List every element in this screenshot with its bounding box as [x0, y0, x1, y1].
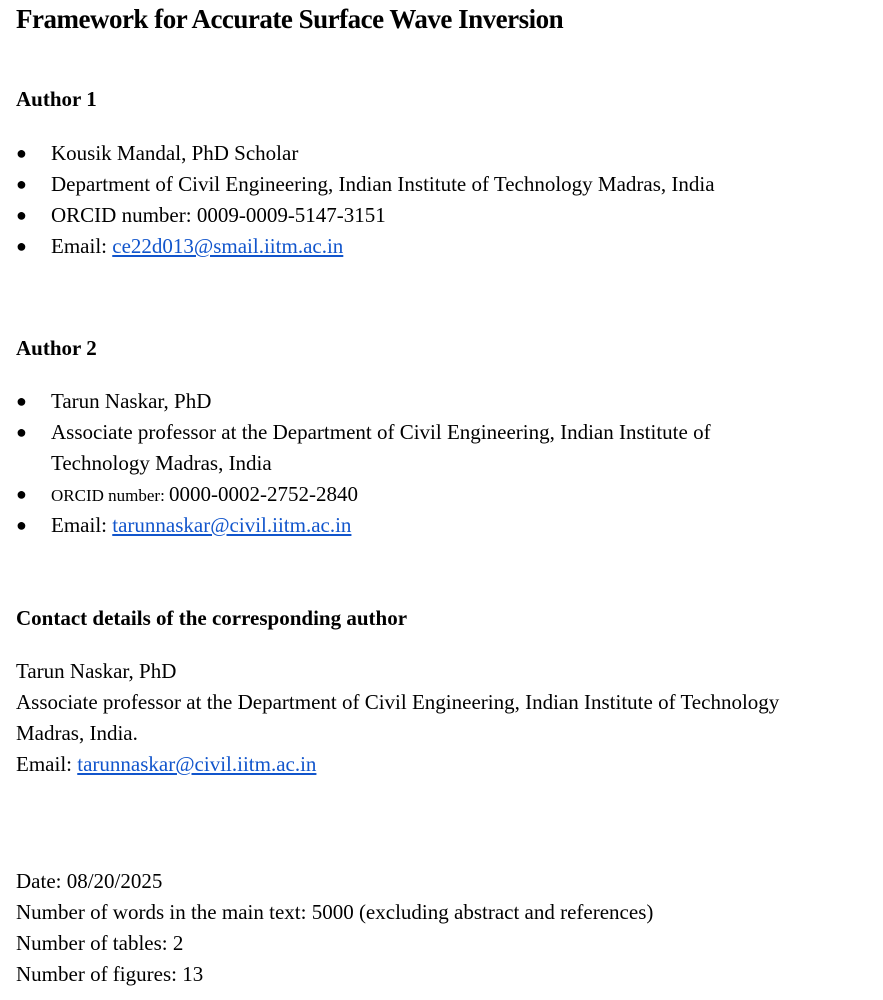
- author2-affiliation-line2: Technology Madras, India: [51, 451, 272, 475]
- submission-date: Date: 08/20/2025: [16, 869, 163, 893]
- corresponding-heading: Contact details of the corresponding author: [16, 606, 408, 630]
- bullet-icon: ●: [16, 484, 27, 504]
- author1-orcid: ORCID number: 0009-0009-5147-3151: [51, 203, 386, 227]
- bullet-icon: ●: [16, 205, 27, 225]
- author2-orcid-line: [51, 479, 358, 511]
- paper-title: Framework for Accurate Surface Wave Inversion: [16, 4, 564, 34]
- table-count: Number of tables: 2: [16, 931, 184, 955]
- corresponding-email-link[interactable]: tarunnaskar@civil.iitm.ac.in: [77, 752, 317, 776]
- author2-name: Tarun Naskar, PhD: [51, 389, 212, 413]
- author2-heading: Author 2: [16, 336, 97, 360]
- author2-orcid-label: ORCID number:: [51, 486, 170, 505]
- author1-affiliation: Department of Civil Engineering, Indian Institute of Technology Madras, India: [51, 172, 715, 196]
- author1-name: Kousik Mandal, PhD Scholar: [51, 141, 299, 165]
- author2-email-line: [51, 510, 351, 541]
- bullet-icon: ●: [16, 143, 27, 163]
- author1-email-line: [51, 231, 343, 262]
- author1-heading: Author 1: [16, 87, 97, 111]
- author2-orcid-value: 0000-0002-2752-2840: [169, 482, 359, 506]
- word-count: Number of words in the main text: 5000 (excluding abstract and references): [16, 900, 654, 924]
- corresponding-email-label: Email:: [16, 752, 78, 776]
- bullet-icon: ●: [16, 422, 27, 442]
- bullet-icon: ●: [16, 174, 27, 194]
- corresponding-affiliation-line1: Associate professor at the Department of Civil Engineering, Indian Institute of Technology: [16, 690, 780, 714]
- corresponding-affiliation-line2: Madras, India.: [16, 721, 138, 745]
- bullet-icon: ●: [16, 236, 27, 256]
- author1-email-label: Email:: [51, 234, 113, 258]
- figure-count: Number of figures: 13: [16, 962, 204, 986]
- bullet-icon: ●: [16, 391, 27, 411]
- author2-email-label: Email:: [51, 513, 113, 537]
- corresponding-email-line: [16, 749, 316, 780]
- author1-email-link[interactable]: ce22d013@smail.iitm.ac.in: [112, 234, 344, 258]
- author2-affiliation-line1: Associate professor at the Department of Civil Engineering, Indian Institute of: [51, 420, 711, 444]
- bullet-icon: ●: [16, 515, 27, 535]
- corresponding-name: Tarun Naskar, PhD: [16, 659, 177, 683]
- author2-email-link[interactable]: tarunnaskar@civil.iitm.ac.in: [112, 513, 352, 537]
